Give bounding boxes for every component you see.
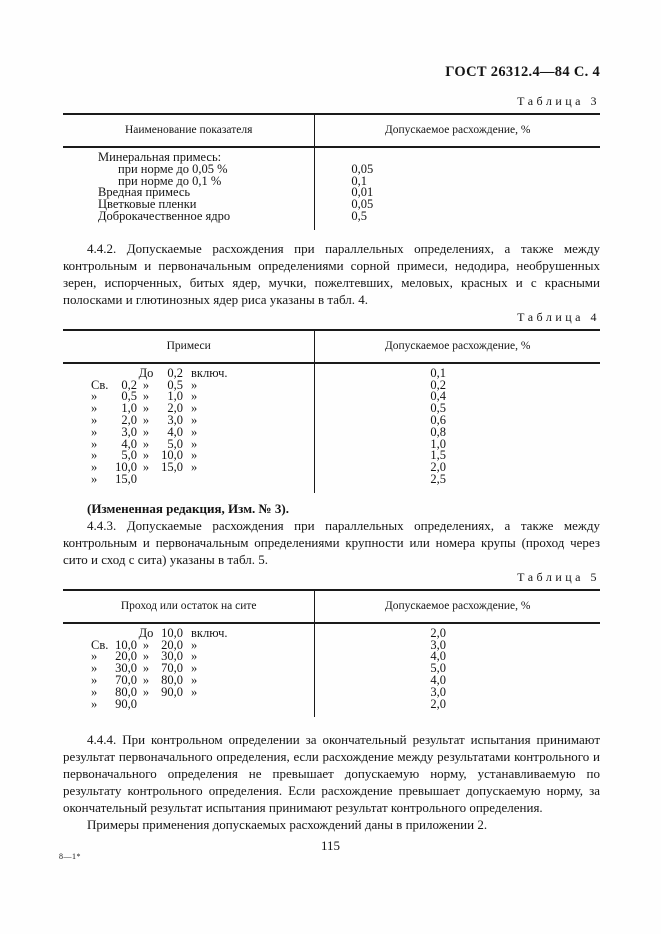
table-row-range bbox=[63, 377, 314, 392]
range-prefix: » bbox=[91, 684, 98, 699]
table-row-value: 0,05 bbox=[351, 161, 374, 176]
table-row-value: 2,0 bbox=[430, 460, 446, 475]
range-mid: » bbox=[142, 672, 150, 687]
range-to: 1,0 bbox=[167, 389, 183, 404]
table3-label: Таблица 3 bbox=[517, 94, 600, 108]
paragraph-4-4-3: 4.4.3. Допускаемые расхождения при параллельных определениях, а также между контрольным и первоначальным определениями крупности или номера крупы (проход через сито и сход с сита) указаны в табл. 5. bbox=[63, 517, 600, 567]
range-to: 30,0 bbox=[161, 649, 183, 664]
range-to: 20,0 bbox=[161, 637, 183, 652]
range-mid: » bbox=[142, 401, 150, 416]
range-to: 5,0 bbox=[167, 436, 183, 451]
table5-col2-header: Допускаемое расхождение, % bbox=[384, 599, 531, 612]
table5-body bbox=[63, 624, 600, 718]
range-to: 0,2 bbox=[167, 365, 183, 380]
range-from: 4,0 bbox=[121, 436, 137, 451]
range-prefix: » bbox=[91, 471, 98, 486]
table-row-range bbox=[63, 462, 314, 474]
range-suffix: » bbox=[191, 424, 198, 439]
table-row-value: 5,0 bbox=[430, 661, 446, 676]
range-mid: » bbox=[142, 661, 150, 676]
table5 bbox=[63, 589, 600, 718]
table-row-value: 0,05 bbox=[351, 197, 374, 212]
table-row-range bbox=[63, 663, 314, 675]
table3-header-row bbox=[63, 115, 600, 148]
table-row-name: при норме до 0,1 % bbox=[118, 173, 222, 188]
range-suffix: включ. bbox=[191, 625, 228, 640]
range-prefix: » bbox=[91, 460, 98, 475]
range-suffix: » bbox=[191, 672, 198, 687]
table-row-range bbox=[63, 471, 314, 486]
range-suffix: » bbox=[191, 412, 198, 427]
range-suffix: » bbox=[191, 684, 198, 699]
table-row-range bbox=[63, 403, 314, 415]
table-row-value: 2,0 bbox=[430, 625, 446, 640]
range-suffix: включ. bbox=[191, 365, 228, 380]
range-to: 10,0 bbox=[161, 625, 183, 640]
range-prefix: » bbox=[91, 389, 98, 404]
range-from: 10,0 bbox=[115, 460, 137, 475]
range-suffix: » bbox=[191, 377, 198, 392]
table-row-value: 1,0 bbox=[430, 436, 446, 451]
range-from: 0,2 bbox=[121, 377, 137, 392]
table4 bbox=[63, 329, 600, 493]
range-from: 80,0 bbox=[115, 684, 137, 699]
range-suffix: » bbox=[191, 637, 198, 652]
table-row-value: 4,0 bbox=[430, 672, 446, 687]
table-row-range bbox=[63, 424, 314, 439]
table-row-range bbox=[63, 412, 314, 427]
range-from: 30,0 bbox=[115, 661, 137, 676]
range-to: 3,0 bbox=[167, 412, 183, 427]
range-from: 0,5 bbox=[121, 389, 137, 404]
table-row-value: 0,5 bbox=[430, 401, 446, 416]
range-mid: » bbox=[142, 649, 150, 664]
range-prefix: » bbox=[91, 672, 98, 687]
range-suffix: » bbox=[191, 661, 198, 676]
table4-range-column bbox=[63, 364, 315, 493]
footer-mark: 8—1* bbox=[59, 852, 81, 861]
range-prefix: Св. bbox=[91, 377, 109, 392]
table4-header-row bbox=[63, 331, 600, 364]
range-from: 1,0 bbox=[121, 401, 137, 416]
range-mid: » bbox=[142, 460, 150, 475]
doc-header: ГОСТ 26312.4—84 С. 4 bbox=[445, 64, 600, 80]
range-mid: » bbox=[142, 436, 150, 451]
table4-col2-header: Допускаемое расхождение, % bbox=[384, 339, 531, 352]
table-row-value: 1,5 bbox=[430, 448, 446, 463]
range-prefix: » bbox=[91, 412, 98, 427]
range-prefix: » bbox=[91, 661, 98, 676]
table-row-value: 2,5 bbox=[430, 471, 446, 486]
table-row-range bbox=[63, 391, 314, 403]
page-number: 115 bbox=[320, 838, 341, 853]
table-row-range bbox=[63, 672, 314, 687]
range-to: 0,5 bbox=[167, 377, 183, 392]
range-suffix: » bbox=[191, 448, 198, 463]
range-suffix: » bbox=[191, 460, 198, 475]
range-from: 90,0 bbox=[115, 696, 137, 711]
table5-value-column bbox=[315, 624, 600, 718]
table5-header-row bbox=[63, 591, 600, 624]
table-row-value: 0,4 bbox=[430, 389, 446, 404]
table5-col1-header: Проход или остаток на сите bbox=[63, 591, 315, 622]
range-to: 80,0 bbox=[161, 672, 183, 687]
range-from: 2,0 bbox=[121, 412, 137, 427]
paragraph-4-4-4: 4.4.4. При контрольном определении за окончательный результат испытания принимают результат первоначального определения, если расхождение между результатами контрольного и первоначального определения не превышает допускаемую норму, устанавливаемую по результату контрольного определения. Если расхождение превышает допускаемую норму, за окончательный результат испытания принимают результат контрольного определения. bbox=[63, 732, 600, 816]
table-row-range bbox=[63, 637, 314, 652]
table5-label: Таблица 5 bbox=[517, 569, 600, 584]
range-mid: » bbox=[142, 389, 150, 404]
table-row-value: 0,5 bbox=[351, 208, 367, 223]
table3-col1-header: Наименование показателя bbox=[63, 115, 315, 146]
range-prefix: Св. bbox=[91, 637, 109, 652]
table-row-range bbox=[63, 684, 314, 699]
table-row-value: 0,1 bbox=[351, 173, 367, 188]
table5-range-column bbox=[63, 624, 315, 718]
range-suffix: » bbox=[191, 649, 198, 664]
table-row-range bbox=[63, 696, 314, 711]
range-to: 10,0 bbox=[161, 448, 183, 463]
table4-body bbox=[63, 364, 600, 493]
table4-col1-header: Примеси bbox=[63, 331, 315, 362]
range-prefix: » bbox=[91, 649, 98, 664]
range-from: 20,0 bbox=[115, 649, 137, 664]
range-mid: До bbox=[138, 365, 154, 380]
table4-label: Таблица 4 bbox=[517, 309, 600, 324]
paragraph-4-4-2: 4.4.2. Допускаемые расхождения при параллельных определениях, а также между контрольным и первоначальным определениями сорной примеси, недодира, необрушенных зерен, испорченных, битых ядер, мучки, пожелтевших, меловых, красных и с красными полосками и глютинозных ядер риса указаны в табл. 4. bbox=[63, 240, 600, 307]
table-row-value: 4,0 bbox=[430, 649, 446, 664]
range-prefix: » bbox=[91, 401, 98, 416]
range-from: 3,0 bbox=[121, 424, 137, 439]
table-row-value: 3,0 bbox=[430, 684, 446, 699]
range-from: 10,0 bbox=[115, 637, 137, 652]
range-mid: До bbox=[138, 625, 154, 640]
table-row-range bbox=[63, 436, 314, 451]
table-row-value: 0,1 bbox=[430, 365, 446, 380]
range-prefix: » bbox=[91, 696, 98, 711]
range-from: 15,0 bbox=[115, 471, 137, 486]
range-mid: » bbox=[142, 448, 150, 463]
range-prefix: » bbox=[91, 436, 98, 451]
table4-value-column bbox=[315, 364, 600, 493]
range-prefix: » bbox=[91, 424, 98, 439]
range-mid: » bbox=[142, 637, 150, 652]
range-mid: » bbox=[142, 684, 150, 699]
table-row-range bbox=[63, 450, 314, 462]
range-to: 15,0 bbox=[161, 460, 183, 475]
range-from: 5,0 bbox=[121, 448, 137, 463]
table-row-name: Доброкачественное ядро bbox=[98, 208, 231, 223]
table3-name-column bbox=[63, 148, 315, 230]
table3 bbox=[63, 113, 600, 230]
paragraph-examples: Примеры применения допускаемых расхождений даны в приложении 2. bbox=[87, 817, 488, 833]
table-row-value: 0,6 bbox=[430, 412, 446, 427]
table-row-name: при норме до 0,05 % bbox=[118, 161, 228, 176]
table-row-value: 0,2 bbox=[430, 377, 446, 392]
table-row-value: 2,0 bbox=[430, 696, 446, 711]
range-to: 70,0 bbox=[161, 661, 183, 676]
range-mid: » bbox=[142, 424, 150, 439]
range-suffix: » bbox=[191, 436, 198, 451]
table-row-name: Вредная примесь bbox=[98, 185, 191, 200]
table-row-range bbox=[63, 651, 314, 663]
table-row-name: Минеральная примесь: bbox=[98, 150, 222, 164]
range-mid: » bbox=[142, 412, 150, 427]
table3-value-column bbox=[315, 148, 600, 230]
range-from: 70,0 bbox=[115, 672, 137, 687]
table-row-name: Цветковые пленки bbox=[98, 197, 197, 212]
range-to: 2,0 bbox=[167, 401, 183, 416]
table-row-value: 3,0 bbox=[430, 637, 446, 652]
paragraph-amendment: (Измененная редакция, Изм. № 3). bbox=[87, 500, 289, 516]
range-suffix: » bbox=[191, 401, 198, 416]
range-prefix: » bbox=[91, 448, 98, 463]
table3-body bbox=[63, 148, 600, 230]
table-row-value: 0,01 bbox=[351, 185, 374, 200]
table3-col2-header: Допускаемое расхождение, % bbox=[384, 124, 531, 136]
table-row-value: 0,8 bbox=[430, 424, 446, 439]
range-mid: » bbox=[142, 377, 150, 392]
range-to: 4,0 bbox=[167, 424, 183, 439]
range-to: 90,0 bbox=[161, 684, 183, 699]
range-suffix: » bbox=[191, 389, 198, 404]
